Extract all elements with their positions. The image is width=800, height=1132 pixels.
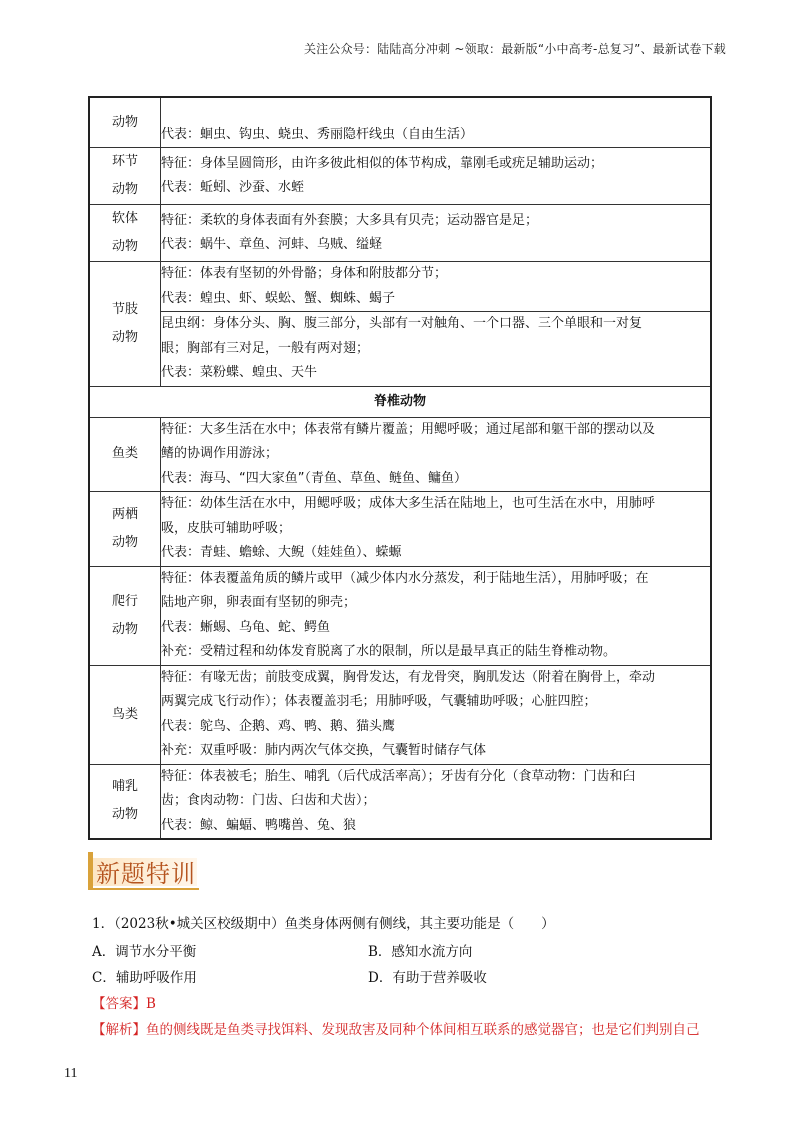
- description-cell: [161, 566, 712, 665]
- category-label: 动物: [111, 182, 138, 197]
- table-row: [89, 566, 711, 665]
- description-cell: [161, 97, 712, 148]
- page-number: 11: [64, 1066, 78, 1081]
- description-line: 代表：鲸、蝙蝠、鸭嘴兽、兔、狼: [161, 817, 357, 833]
- category-label: 动物: [111, 114, 138, 130]
- description-line: 特征：身体呈圆筒形，由许多彼此相似的体节构成，靠刚毛或疣足辅助运动；: [161, 155, 604, 171]
- category-cell: [89, 97, 161, 148]
- category-label: 哺乳: [111, 779, 138, 795]
- category-cell: [89, 417, 161, 492]
- description-cell: [161, 764, 712, 839]
- table-row: [89, 205, 711, 262]
- section-header: 脊椎动物: [89, 386, 711, 417]
- description-cell: [161, 665, 712, 764]
- description-cell: [161, 312, 712, 387]
- category-cell: [89, 148, 161, 205]
- category-label: 两栖: [111, 506, 138, 522]
- table-row: [89, 764, 711, 839]
- description-line: 齿；食肉动物：门齿、臼齿和犬齿）；: [161, 793, 376, 808]
- description-line: 特征：体表覆盖角质的鳞片或甲（减少体内水分蒸发，利于陆地生活），用肺呼吸；在: [161, 570, 649, 586]
- table-row: [89, 262, 711, 312]
- description-line: 特征：体表有坚韧的外骨骼；身体和附肢都分节；: [161, 266, 448, 281]
- category-label: 鸟类: [111, 706, 138, 722]
- page-header: 关注公众号：陆陆高分冲刺 ~领取：最新版“小中高考-总复习”、最新试卷下载: [303, 42, 726, 56]
- category-cell: [89, 566, 161, 665]
- category-label: 鱼类: [111, 446, 138, 462]
- description-line: 眼；胸部有三对足，一般有两对翅；: [161, 340, 370, 356]
- category-label: 节肢: [111, 301, 138, 317]
- title-underline: [93, 888, 199, 890]
- animal-classification-table: [88, 96, 712, 840]
- description-line: 代表：蜗牛、章鱼、河蚌、乌贼、缢蛏: [161, 237, 383, 252]
- description-line: 代表：蚯蚓、沙蚕、水蛭: [161, 180, 305, 195]
- option-a: A．调节水分平衡: [92, 944, 197, 960]
- table-row: [89, 148, 711, 205]
- category-cell: [89, 764, 161, 839]
- analysis-line: 【解析】鱼的侧线既是鱼类寻找饵料、发现敌害及同种个体间相互联系的感觉器官；也是它们判别自己: [92, 1022, 700, 1038]
- category-cell: [89, 205, 161, 262]
- description-cell: [161, 262, 712, 312]
- section-row: [89, 386, 711, 417]
- description-line: 补充：双重呼吸：肺内两次气体交换，气囊暂时储存气体: [161, 743, 487, 758]
- option-d: D．有助于营养吸收: [368, 970, 487, 986]
- description-cell: [161, 148, 712, 205]
- question-stem: 1．（2023秋•城关区校级期中）鱼类身体两侧有侧线，其主要功能是（ ）: [92, 916, 555, 932]
- category-label: 环节: [111, 154, 138, 169]
- description-line: [161, 98, 710, 123]
- description-line: 特征：柔软的身体表面有外套膜；大多具有贝壳；运动器官是足；: [161, 212, 539, 228]
- description-line: 吸，皮肤可辅助呼吸；: [161, 520, 292, 536]
- option-b: B．感知水流方向: [368, 944, 473, 960]
- option-c: C．辅助呼吸作用: [92, 970, 197, 986]
- table-row: [89, 312, 711, 387]
- category-label: 动物: [111, 239, 138, 254]
- category-label: 软体: [111, 211, 138, 226]
- table-row: [89, 417, 711, 492]
- description-line: 代表：蜥蜴、乌龟、蛇、鳄鱼: [161, 619, 331, 635]
- description-line: 代表：青蛙、蟾蜍、大鲵（娃娃鱼）、蝾螈: [161, 545, 402, 560]
- category-label: 动物: [111, 621, 138, 637]
- description-line: 特征：大多生活在水中；体表常有鳞片覆盖；用鳃呼吸；通过尾部和躯干部的摆动以及: [161, 421, 656, 437]
- description-line: 代表：蛔虫、钩虫、蛲虫、秀丽隐杆线虫（自由生活）: [161, 126, 474, 142]
- category-label: 动物: [111, 534, 138, 550]
- description-cell: [161, 417, 712, 492]
- description-line: 代表：菜粉蝶、蝗虫、天牛: [161, 365, 318, 380]
- description-line: 代表：蝗虫、虾、蜈蚣、蟹、蜘蛛、蝎子: [161, 290, 396, 306]
- category-label: 动物: [111, 807, 138, 823]
- description-line: 代表：鸵鸟、企鹅、鸡、鸭、鹅、猫头鹰: [161, 718, 396, 734]
- description-line: 两翼完成飞行动作）；体表覆盖羽毛；用肺呼吸，气囊辅助呼吸；心脏四腔；: [161, 694, 597, 709]
- description-cell: [161, 492, 712, 567]
- description-line: 特征：幼体生活在水中，用鳃呼吸；成体大多生活在陆地上，也可生活在水中，用肺呼: [161, 496, 656, 511]
- description-cell: [161, 205, 712, 262]
- answer-line: 【答案】B: [92, 996, 156, 1012]
- table-row: [89, 97, 711, 148]
- category-cell: [89, 665, 161, 764]
- description-line: 陆地产卵，卵表面有坚韧的卵壳；: [161, 595, 357, 610]
- table-row: [89, 665, 711, 764]
- description-line: 昆虫纲：身体分头、胸、腹三部分，头部有一对触角、一个口器、三个单眼和一对复: [161, 316, 643, 331]
- category-label: 爬行: [111, 593, 138, 609]
- description-line: 特征：有喙无齿；前肢变成翼，胸骨发达，有龙骨突，胸肌发达（附着在胸骨上，牵动: [161, 669, 656, 685]
- table-row: [89, 492, 711, 567]
- category-label: 动物: [111, 329, 138, 345]
- category-cell: [89, 262, 161, 387]
- description-line: 鳍的协调作用游泳；: [161, 446, 279, 461]
- description-line: 特征：体表被毛；胎生、哺乳（后代成活率高）；牙齿有分化（食草动物：门齿和臼: [161, 768, 636, 784]
- section-title-badge: [88, 852, 200, 890]
- description-line: 代表：海马、“四大家鱼”（青鱼、草鱼、鲢鱼、鳙鱼）: [161, 470, 467, 486]
- section-title: 新题特训: [96, 860, 196, 888]
- category-cell: [89, 492, 161, 567]
- description-line: 补充：受精过程和幼体发育脱离了水的限制，所以是最早真正的陆生脊椎动物。: [161, 644, 617, 659]
